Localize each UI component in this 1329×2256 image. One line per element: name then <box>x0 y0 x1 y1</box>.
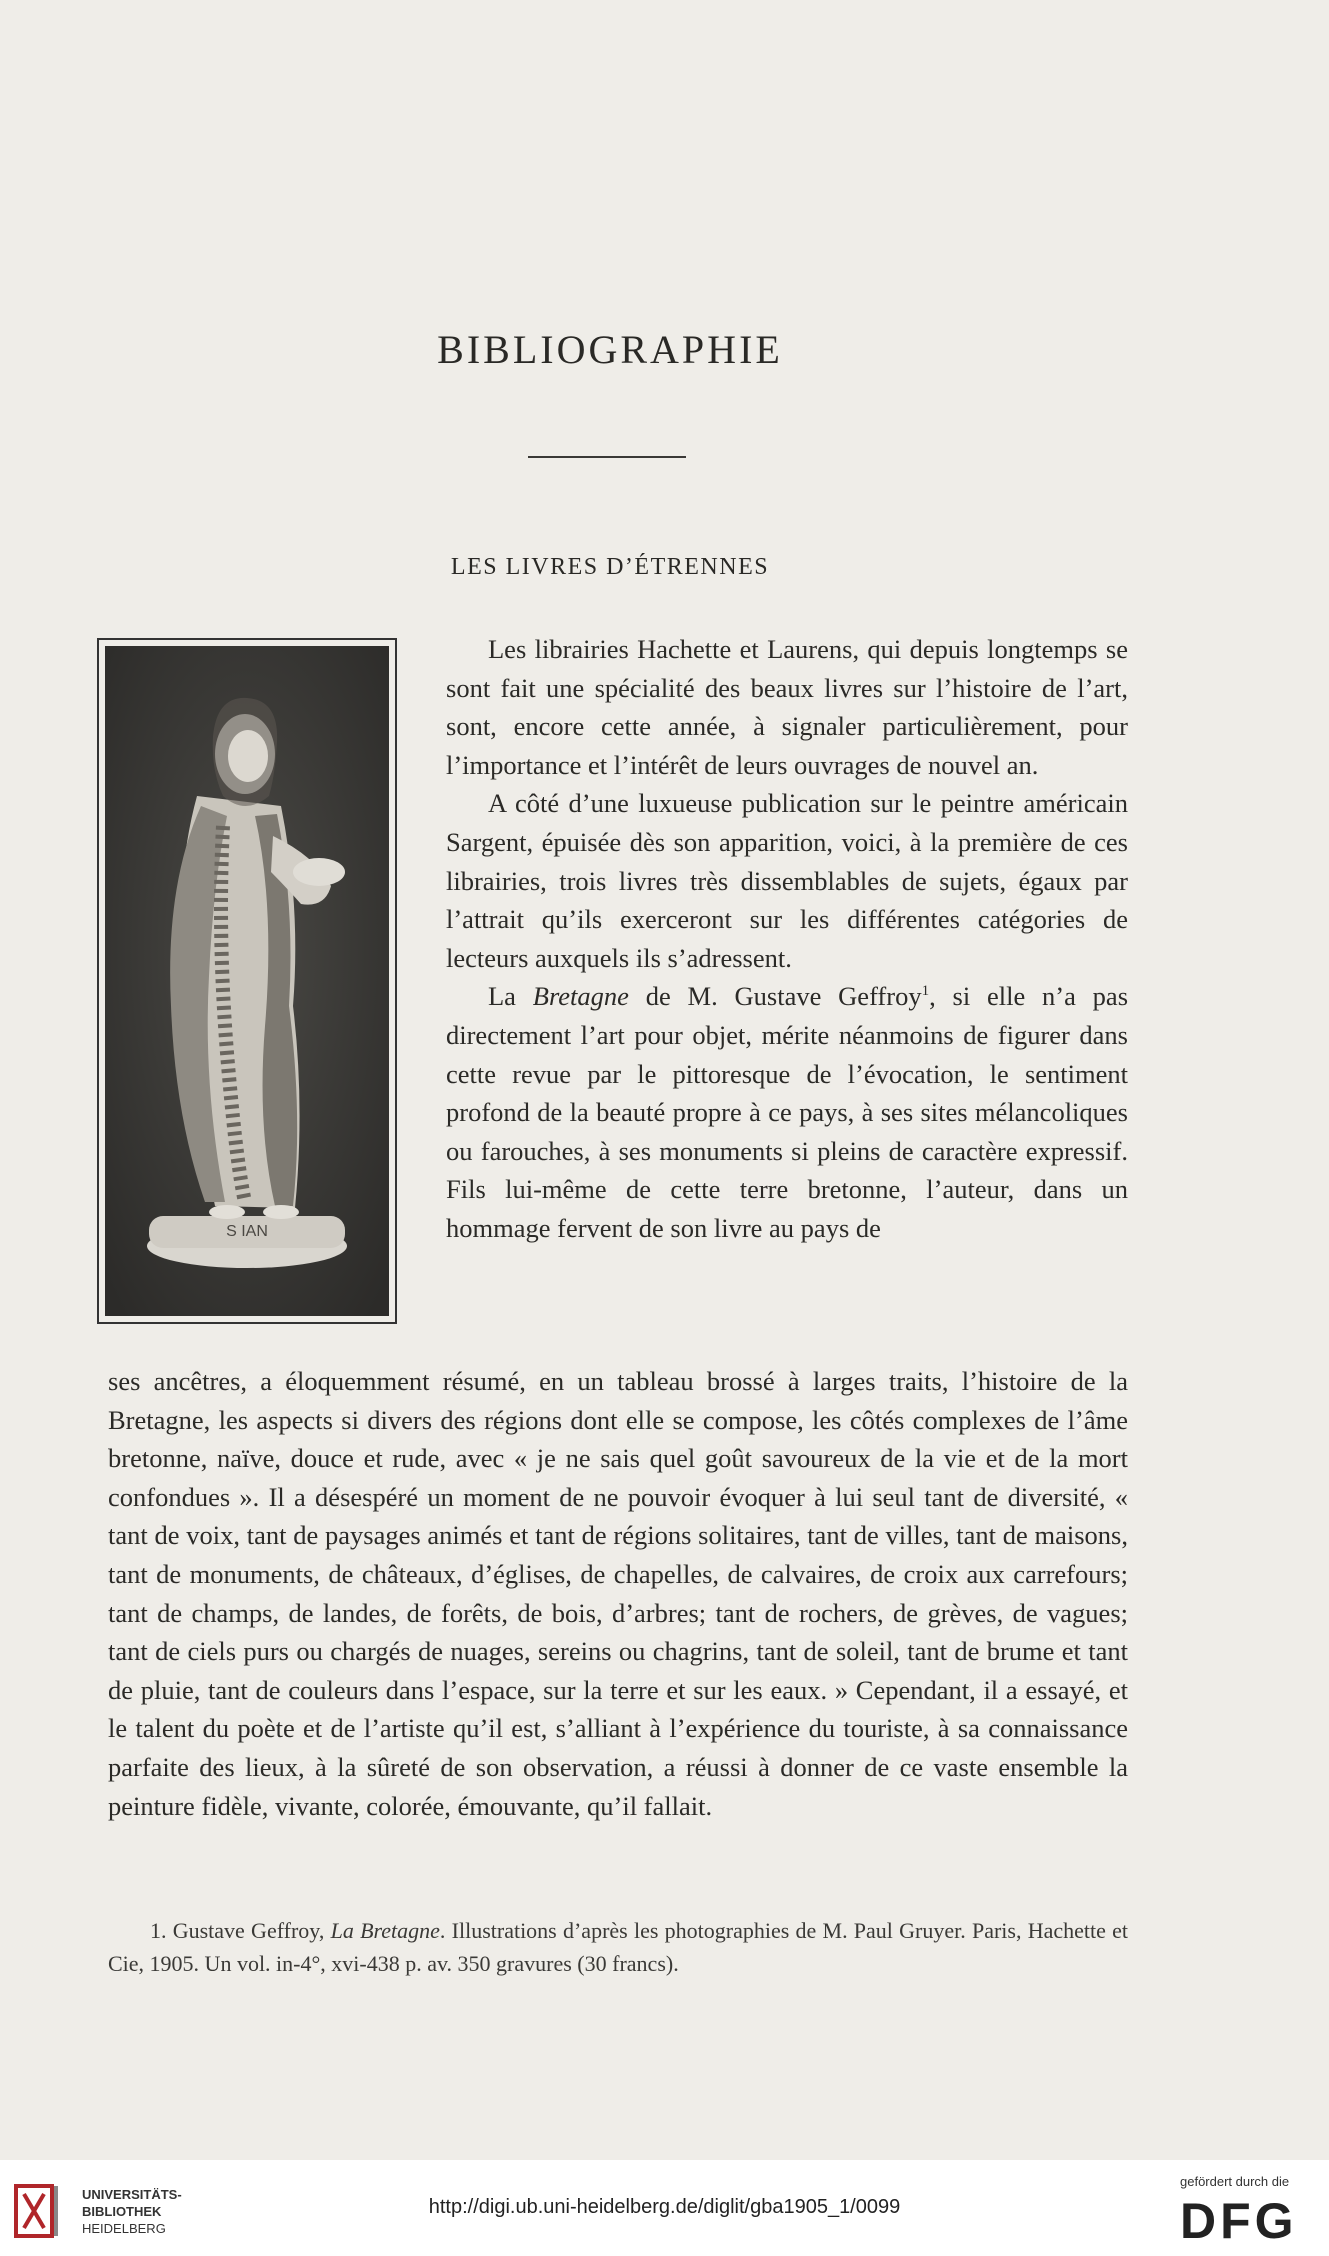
statuette-inscription: S IAN <box>226 1223 268 1240</box>
footnote-reference[interactable]: 1 <box>921 983 930 1000</box>
footnote-text <box>108 1914 1128 1980</box>
paragraph-2: A côté d’une luxueuse publication sur le peintre américain Sargent, épuisée dès son apparition, voici, à la première de ces librairies, trois livres très dissemblables de sujets, égaux par l’attrait qu’ils exerceront sur les différentes catégories de lecteurs auxquels ils s’adressent. <box>446 788 1128 973</box>
funding-note: gefördert durch die <box>1180 2174 1290 2189</box>
dfg-logo: DFG <box>1180 2193 1298 2249</box>
section-title: LES LIVRES D’ÉTRENNES <box>450 554 770 580</box>
permalink-url[interactable]: http://digi.ub.uni-heidelberg.de/diglit/gba1905_1/0099 <box>428 2196 901 2218</box>
paragraph-3-start <box>446 977 1128 1247</box>
library-name-line1: UNIVERSITÄTS- <box>82 2187 182 2202</box>
page-title: BIBLIOGRAPHIE <box>437 327 783 372</box>
library-name-line3: HEIDELBERG <box>82 2221 166 2236</box>
library-name-line2: BIBLIOTHEK <box>82 2204 162 2219</box>
paragraph-3-prefix: La <box>488 981 533 1012</box>
paragraph-3-narrow-text: , si elle n’a pas directement l’art pour objet, mérite néanmoins de figurer dans cette revue par le pittoresque de l’évocation, le sentiment profond de la beauté propre à ce pays, à ses sites mélancoliques ou farouches, à ses monuments si pleins de caractère expressif. Fils lui-même de cette terre bretonne, l’auteur, dans un hommage fervent de son livre au pays de <box>446 981 1129 1243</box>
footnote-book-title: La Bretagne <box>330 1918 440 1943</box>
title-divider <box>528 456 686 458</box>
book-title-bretagne: Bretagne <box>532 981 629 1012</box>
footnote <box>108 1914 1128 1980</box>
paragraph-3-continuation: ses ancêtres, a éloquemment résumé, en un tableau brossé à larges traits, l’histoire de la Bretagne, les aspects si divers des régions dont elle se compose, les côtés complexes de l’âme bretonne, naïve, douce et rude, avec « je ne sais quel goût savoureux de la vie et de la mort confondues ». Il a désespéré un moment de ne pouvoir évoquer à lui seul tant de diversité, « tant de voix, tant de paysages animés et tant de régions solitaires, tant de villes, tant de maisons, tant de monuments, de châteaux, d’églises, de chapelles, de calvaires, de croix aux carrefours; tant de champs, de landes, de forêts, de bois, d’arbres; tant de rochers, de grèves, de vagues; tant de ciels purs ou chargés de nuages, sereins ou chagrins, tant de soleil, tant de brume et tant de pluie, tant de couleurs dans l’espace, sur la terre et sur les eaux. » Cependant, il a essayé, et le talent du poète et de l’artiste qu’il est, s’alliant à l’expérience du touriste, à sa connaissance parfaite des lieux, à la sûreté de son observation, a réussi à donner de ce vaste ensemble la peinture fidèle, vivante, colorée, émouvante, qu’il fallait. <box>108 1366 1128 1821</box>
footnote-prefix: 1. Gustave Geffroy, <box>150 1918 331 1943</box>
paragraph-1: Les librairies Hachette et Laurens, qui depuis longtemps se sont fait une spécialité des beaux livres sur l’histoire de l’art, sont, encore cette année, à signaler particulièrement, pour l’importance et l’intérêt de leurs ouvrages de nouvel an. <box>446 634 1128 780</box>
statuette-photo <box>105 646 389 1316</box>
paragraph-3-author: de M. Gustave Geffroy <box>628 981 922 1012</box>
wide-column <box>108 1362 1128 1825</box>
footnote-rest: . Illustrations d’après les photographies de M. Paul Gruyer. Paris, Hachette et Cie, 1905. Un vol. in-4°, xvi-438 p. av. 350 gravures (30 francs). <box>108 1918 1128 1976</box>
narrow-column <box>446 630 1128 1248</box>
statuette-figure <box>97 638 397 1324</box>
